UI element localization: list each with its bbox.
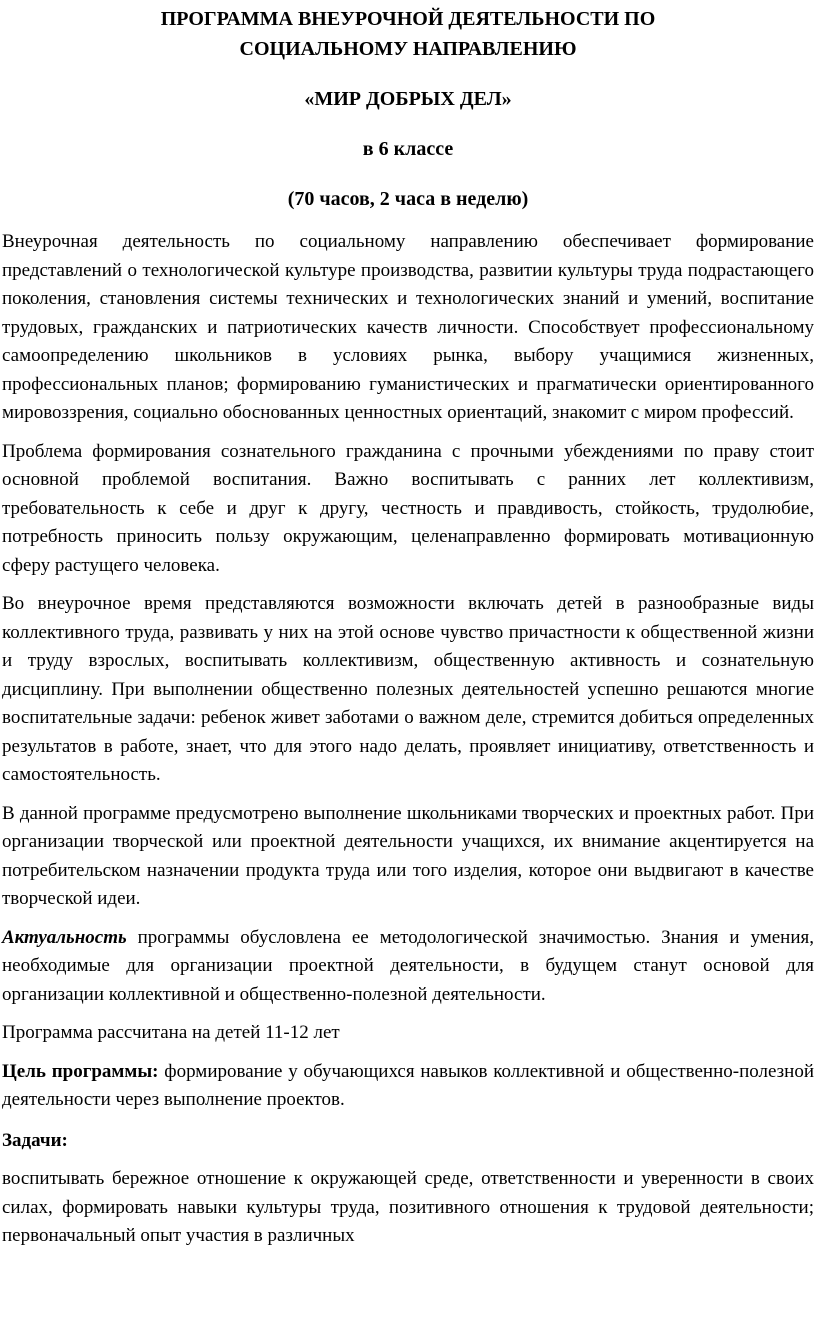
goal-label: Цель программы: — [2, 1060, 159, 1082]
relevance-term: Актуальность — [2, 926, 127, 948]
paragraph-citizen: Проблема формирования сознательного гражданина с прочными убеждениями по праву стоит основной проблемой воспитания. Важно воспитывать с ранних лет коллективизм, требовательность к себе и друг к другу, честность и правдивость, стойкость, трудолюбие, потребность приносить пользу окружающим, целенаправленно формировать мотивационную сферу растущего человека. — [2, 440, 814, 576]
hours-line: (70 часов, 2 часа в неделю) — [287, 188, 529, 210]
program-name: «МИР ДОБРЫХ ДЕЛ» — [304, 88, 512, 110]
paragraph-goal — [2, 1058, 814, 1115]
paragraph-tasks: воспитывать бережное отношение к окружающей среде, ответственности и уверенности в своих силах, формировать навыки культуры труда, позитивного отношения к трудовой деятельности; первоначальный опыт участия в различных — [2, 1168, 814, 1246]
relevance-text: программы обусловлена ее методологической значимостью. Знания и умения, необходимые для организации проектной деятельности, в будущем станут основой для организации коллективной и общественно-полезной деятельности. — [2, 926, 814, 1005]
title-line-2: СОЦИАЛЬНОМУ НАПРАВЛЕНИЮ — [239, 38, 577, 60]
tasks-label — [2, 1127, 814, 1156]
title-line-1: ПРОГРАММА ВНЕУРОЧНОЙ ДЕЯТЕЛЬНОСТИ ПО — [160, 8, 656, 30]
tasks-label-text: Задачи: — [2, 1129, 68, 1151]
paragraph-projects: В данной программе предусмотрено выполнение школьниками творческих и проектных работ. При организации творческой или проектной деятельности учащихся, их внимание акцентируется на потребительском назначении продукта труда или того изделия, которое они выдвигают в качестве творческой идеи. — [2, 802, 814, 909]
paragraph-relevance — [2, 924, 814, 1010]
paragraph-extracurricular: Во внеурочное время представляются возможности включать детей в разнообразные виды коллективного труда, развивать у них на этой основе чувство причастности к общественной жизни и труду взрослых, воспитывать коллективизм, общественную активность и сознательную дисциплину. При выполнении общественно полезных деятельностей успешно решаются многие воспитательные задачи: ребенок живет заботами о важном деле, стремится добиться определенных результатов в работе, знает, что для этого надо делать, проявляет инициативу, ответственность и самостоятельность. — [2, 593, 814, 785]
grade-line: в 6 классе — [362, 138, 454, 160]
goal-text: формирование у обучающихся навыков коллективной и общественно-полезной деятельности через выполнение проектов. — [2, 1060, 814, 1110]
paragraph-intro: Внеурочная деятельность по социальному направлению обеспечивает формирование представлений о технологической культуре производства, развитии культуры труда подрастающего поколения, становления системы технических и технологических знаний и умений, воспитание трудовых, гражданских и патриотических качеств личности. Способствует профессиональному самоопределению школьников в условиях рынка, выбору учащимися жизненных, профессиональных планов; формированию гуманистических и прагматически ориентированного мировоззрения, социально обоснованных ценностных ориентаций, знакомит с миром профессий. — [2, 231, 814, 423]
age-line: Программа рассчитана на детей 11-12 лет — [2, 1022, 340, 1043]
